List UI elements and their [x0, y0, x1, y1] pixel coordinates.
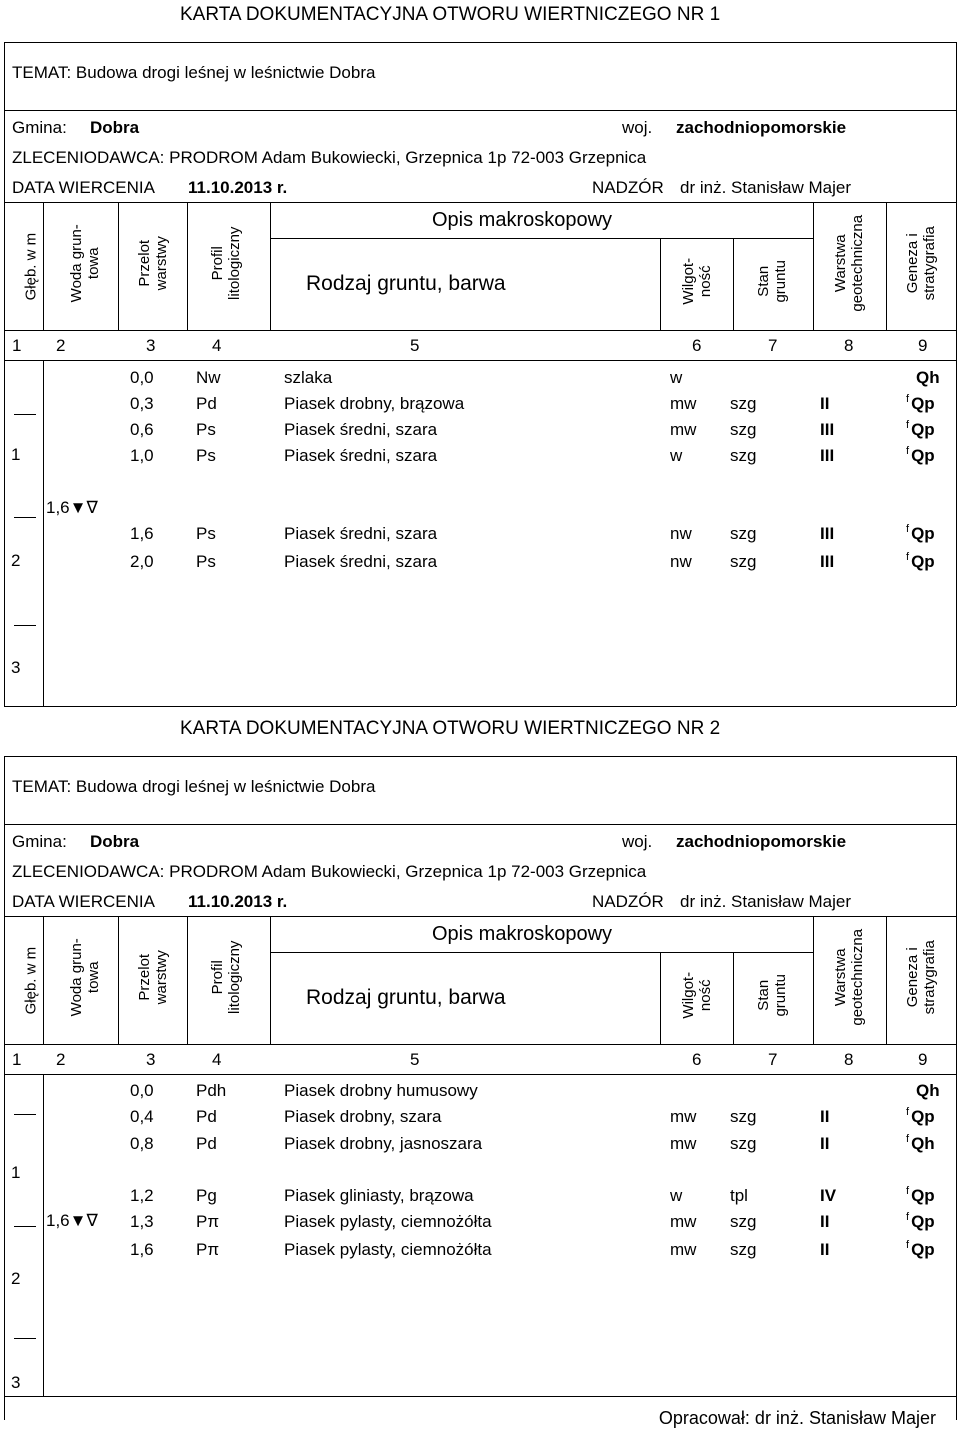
header-water: Woda grun- towa — [67, 224, 102, 303]
gmina-value: Dobra — [90, 832, 140, 851]
layer-soil-type: Piasek drobny, szara — [284, 1107, 442, 1126]
layer-geotech: III — [820, 524, 835, 543]
colnum-1: 1 — [12, 336, 22, 355]
layer-moisture: nw — [670, 552, 692, 571]
woj-label: woj. — [622, 118, 653, 137]
stratigraphy-code: Qp — [911, 1212, 935, 1231]
colnum-7: 7 — [768, 1050, 778, 1069]
layer-depth: 1,2 — [130, 1186, 154, 1205]
header-geneza: Geneza i stratygrafia — [903, 940, 938, 1015]
layer-geotech: III — [820, 552, 835, 571]
stratigraphy-code: Qp — [911, 1186, 935, 1205]
header-depth: Głęb. w m — [22, 232, 40, 301]
colnum-2: 2 — [56, 1050, 66, 1069]
layer-depth: 1,0 — [130, 446, 154, 465]
nadzor-label: NADZÓR — [592, 178, 664, 197]
water-level: 1,6▼∇ — [46, 1211, 98, 1230]
stratigraphy-code: Qp — [911, 1240, 935, 1259]
layer-geotech: III — [820, 420, 835, 439]
layer-moisture: nw — [670, 524, 692, 543]
layer-moisture: mw — [670, 1107, 697, 1126]
layer-profil: Ps — [196, 420, 216, 439]
layer-profil: Pd — [196, 1134, 217, 1153]
woj-value: zachodniopomorskie — [676, 118, 847, 137]
stratigraphy-prefix: f — [906, 551, 910, 563]
header-wilgot: Wilgot- ność — [679, 257, 714, 305]
layer-soil-type: Piasek drobny humusowy — [284, 1081, 478, 1100]
layer-moisture: mw — [670, 1240, 697, 1259]
layer-depth: 0,0 — [130, 1081, 154, 1100]
layer-state: szg — [730, 446, 757, 465]
layer-geotech: IV — [820, 1186, 837, 1205]
header-water: Woda grun- towa — [67, 938, 102, 1017]
layer-profil: Pdh — [196, 1081, 227, 1100]
layer-depth: 0,3 — [130, 394, 154, 413]
layer-state: szg — [730, 524, 757, 543]
layer-state: szg — [730, 394, 757, 413]
layer-soil-type: Piasek średni, szara — [284, 446, 438, 465]
layer-soil-type: Piasek pylasty, ciemnożółta — [284, 1240, 492, 1259]
layer-soil-type: Piasek średni, szara — [284, 420, 438, 439]
stratigraphy-prefix: f — [906, 1106, 910, 1118]
colnum-3: 3 — [146, 336, 156, 355]
data-value: 11.10.2013 r. — [188, 178, 288, 197]
stratigraphy-prefix: f — [906, 523, 910, 535]
colnum-7: 7 — [768, 336, 778, 355]
layer-state: szg — [730, 552, 757, 571]
stratigraphy-code: Qh — [916, 1081, 940, 1100]
layer-depth: 1,3 — [130, 1212, 154, 1231]
layer-state: tpl — [730, 1186, 748, 1205]
layer-soil-type: Piasek pylasty, ciemnożółta — [284, 1212, 492, 1231]
layer-moisture: mw — [670, 394, 697, 413]
layer-profil: Ps — [196, 446, 216, 465]
water-level-icon: ▼∇ — [69, 498, 98, 517]
zleceniodawca-line: ZLECENIODAWCA: PRODROM Adam Bukowiecki, Grzepnica 1p 72-003 Grzepnica — [12, 148, 647, 167]
stratigraphy-code: Qp — [911, 446, 935, 465]
depth-mark-1: 1 — [11, 1163, 21, 1182]
layer-geotech: II — [820, 1212, 830, 1231]
layer-moisture: w — [670, 1186, 683, 1205]
layer-moisture: w — [670, 368, 683, 387]
stratigraphy-code: Qh — [911, 1134, 935, 1153]
colnum-5: 5 — [410, 336, 420, 355]
depth-mark-2: 2 — [11, 551, 21, 570]
layer-state: szg — [730, 420, 757, 439]
layer-profil: Pd — [196, 1107, 217, 1126]
depth-mark-3: 3 — [11, 658, 21, 677]
layer-stratigraphy — [906, 395, 935, 412]
layer-state: szg — [730, 1134, 757, 1153]
layer-geotech: II — [820, 1107, 830, 1126]
depth-mark-1: 1 — [11, 445, 21, 464]
layer-stratigraphy — [906, 1241, 935, 1258]
layer-stratigraphy — [906, 1135, 935, 1152]
header-geneza: Geneza i stratygrafia — [903, 226, 938, 301]
header-depth: Głęb. w m — [22, 946, 40, 1015]
header-stan: Stan gruntu — [754, 259, 789, 303]
colnum-8: 8 — [844, 1050, 854, 1069]
layer-depth: 0,8 — [130, 1134, 154, 1153]
layer-state: szg — [730, 1107, 757, 1126]
nadzor-label: NADZÓR — [592, 892, 664, 911]
layer-profil: Pd — [196, 394, 217, 413]
stratigraphy-prefix: f — [906, 393, 910, 405]
gmina-label: Gmina: — [12, 832, 67, 851]
gmina-label: Gmina: — [12, 118, 67, 137]
header-opis: Opis makroskopowy — [432, 209, 613, 231]
layer-moisture: mw — [670, 1134, 697, 1153]
layer-moisture: w — [670, 446, 683, 465]
colnum-8: 8 — [844, 336, 854, 355]
layer-profil: Ps — [196, 552, 216, 571]
layer-soil-type: Piasek drobny, jasnoszara — [284, 1134, 483, 1153]
layer-geotech: III — [820, 446, 835, 465]
colnum-1: 1 — [12, 1050, 22, 1069]
data-value: 11.10.2013 r. — [188, 892, 288, 911]
colnum-4: 4 — [212, 1050, 222, 1069]
layer-geotech: II — [820, 394, 830, 413]
layer-profil: Pg — [196, 1186, 217, 1205]
layer-stratigraphy — [906, 1108, 935, 1125]
stratigraphy-code: Qp — [911, 524, 935, 543]
layer-geotech: II — [820, 1134, 830, 1153]
layer-profil: Pπ — [196, 1212, 220, 1231]
colnum-9: 9 — [918, 1050, 928, 1069]
layer-soil-type: Piasek średni, szara — [284, 524, 438, 543]
layer-soil-type: Piasek średni, szara — [284, 552, 438, 571]
temat-line: TEMAT: Budowa drogi leśnej w leśnictwie Dobra — [12, 63, 376, 82]
layer-stratigraphy — [914, 1082, 940, 1099]
layer-depth: 1,6 — [130, 524, 154, 543]
header-rodzaj: Rodzaj gruntu, barwa — [306, 986, 506, 1009]
depth-mark-3: 3 — [11, 1373, 21, 1392]
stratigraphy-prefix: f — [906, 1133, 910, 1145]
header-warstwa: Warstwa geotechniczna — [831, 928, 866, 1026]
water-level-icon: ▼∇ — [69, 1211, 98, 1230]
prepared-by: Opracował: dr inż. Stanisław Majer — [658, 1408, 936, 1428]
stratigraphy-code: Qp — [911, 1107, 935, 1126]
nadzor-value: dr inż. Stanisław Majer — [680, 892, 852, 911]
colnum-5: 5 — [410, 1050, 420, 1069]
layer-stratigraphy — [906, 421, 935, 438]
header-wilgot: Wilgot- ność — [679, 971, 714, 1019]
layer-state: szg — [730, 1240, 757, 1259]
stratigraphy-code: Qh — [916, 368, 940, 387]
layer-soil-type: szlaka — [284, 368, 333, 387]
gmina-value: Dobra — [90, 118, 140, 137]
header-profil: Profil litologiczny — [208, 940, 243, 1014]
layer-profil: Nw — [196, 368, 221, 387]
stratigraphy-prefix: f — [906, 419, 910, 431]
layer-soil-type: Piasek gliniasty, brązowa — [284, 1186, 474, 1205]
depth-mark-2: 2 — [11, 1269, 21, 1288]
colnum-3: 3 — [146, 1050, 156, 1069]
card-title: KARTA DOKUMENTACYJNA OTWORU WIERTNICZEGO NR 2 — [180, 718, 721, 739]
stratigraphy-prefix: f — [906, 1185, 910, 1197]
data-label: DATA WIERCENIA — [12, 178, 155, 197]
colnum-6: 6 — [692, 1050, 702, 1069]
stratigraphy-code: Qp — [911, 394, 935, 413]
layer-profil: Pπ — [196, 1240, 220, 1259]
layer-depth: 0,0 — [130, 368, 154, 387]
layer-stratigraphy — [906, 447, 935, 464]
layer-stratigraphy — [906, 553, 935, 570]
header-profil: Profil litologiczny — [208, 226, 243, 300]
layer-profil: Ps — [196, 524, 216, 543]
layer-moisture: mw — [670, 420, 697, 439]
data-label: DATA WIERCENIA — [12, 892, 155, 911]
header-przelot: Przelot warstwy — [135, 950, 170, 1005]
zleceniodawca-line: ZLECENIODAWCA: PRODROM Adam Bukowiecki, Grzepnica 1p 72-003 Grzepnica — [12, 862, 647, 881]
colnum-9: 9 — [918, 336, 928, 355]
header-warstwa: Warstwa geotechniczna — [831, 214, 866, 312]
stratigraphy-prefix: f — [906, 1211, 910, 1223]
layer-stratigraphy — [906, 1187, 935, 1204]
stratigraphy-prefix: f — [906, 445, 910, 457]
layer-stratigraphy — [906, 525, 935, 542]
water-level: 1,6▼∇ — [46, 498, 98, 517]
stratigraphy-code: Qp — [911, 420, 935, 439]
layer-depth: 0,4 — [130, 1107, 154, 1126]
stratigraphy-code: Qp — [911, 552, 935, 571]
colnum-4: 4 — [212, 336, 222, 355]
woj-value: zachodniopomorskie — [676, 832, 847, 851]
header-stan: Stan gruntu — [754, 973, 789, 1017]
layer-state: szg — [730, 1212, 757, 1231]
colnum-6: 6 — [692, 336, 702, 355]
borehole-card-2 — [0, 714, 960, 1424]
temat-line: TEMAT: Budowa drogi leśnej w leśnictwie Dobra — [12, 777, 376, 796]
header-przelot: Przelot warstwy — [135, 236, 170, 291]
layer-depth: 2,0 — [130, 552, 154, 571]
layer-moisture: mw — [670, 1212, 697, 1231]
stratigraphy-prefix: f — [906, 1239, 910, 1251]
layer-stratigraphy — [906, 1213, 935, 1230]
layer-depth: 1,6 — [130, 1240, 154, 1259]
card-title: KARTA DOKUMENTACYJNA OTWORU WIERTNICZEGO NR 1 — [180, 4, 721, 25]
layer-stratigraphy — [914, 369, 940, 386]
header-opis: Opis makroskopowy — [432, 923, 613, 945]
borehole-card-1 — [0, 0, 960, 710]
layer-soil-type: Piasek drobny, brązowa — [284, 394, 465, 413]
colnum-2: 2 — [56, 336, 66, 355]
layer-depth: 0,6 — [130, 420, 154, 439]
nadzor-value: dr inż. Stanisław Majer — [680, 178, 852, 197]
woj-label: woj. — [622, 832, 653, 851]
layer-geotech: II — [820, 1240, 830, 1259]
header-rodzaj: Rodzaj gruntu, barwa — [306, 272, 506, 295]
